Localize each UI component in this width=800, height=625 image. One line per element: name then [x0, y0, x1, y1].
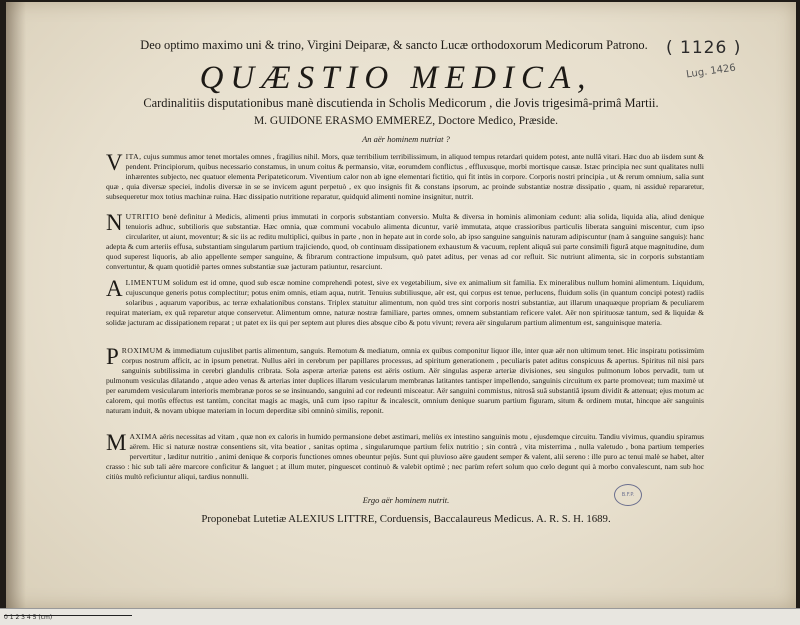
paragraph-lead: UTRITIO — [125, 212, 160, 221]
conclusion-line: Ergo aër hominem nutrit. — [362, 495, 450, 505]
page-title: QUÆSTIO MEDICA, — [199, 60, 593, 96]
paragraph-vita — [106, 152, 704, 202]
subtitle-line: Cardinalitiis disputationibus manè discutienda in Scholis Medicorum , die Jovis trigesimâ-primâ Martii. — [143, 96, 659, 110]
dropcap: N — [106, 210, 123, 235]
paragraph-text: solidum est id omne, quod sub escæ nomine comprehendi potest, sive ex vegetabilium, sive ex animalium sit familia. Ex mineralibus nullum homini alimentum. Liquidum, cujuscunque generis potus complectitur; potus enim omnis, etiam aqua, nutrit. Tenuius subtiliusque, aër est, qui corpus est tenue, perlucens, fluidum solis (in quantum concipi potest) radiis solaribus , aquarum vaporibus, ac terræ exhalationibus constans. Triplex statuitur alimentum, non quòd tres sint corporis nostri substantiæ, aut illarum unaquæque propriam & peculiarem requirat materiam, ex quâ reparetur atque conservetur. Alimentum omne, naturæ nostræ familiare, partes omnes, omnem substantiam reficere valet. Aër non spirituosæ tantum, sed & liquidæ & solidæ jacturam ac dissipationem reparat ; ut patet ex iis qui per septem aut plures dies absque cibo & potu vivunt; revera aër singularum partium alimentum est, sanguinisque materia. — [106, 278, 704, 327]
dropcap: V — [106, 150, 123, 175]
paragraph-lead: LIMENTUM — [125, 278, 171, 287]
binding-shadow — [6, 2, 26, 608]
president-line: M. GUIDONE ERASMO EMMEREZ, Doctore Medico, Præside. — [253, 115, 559, 127]
document-page — [6, 2, 796, 608]
handwritten-shelf-mark: Lug. 1426 — [685, 62, 737, 81]
library-stamp: B.F.P. — [614, 484, 642, 506]
thesis-question: An aër hominem nutriat ? — [362, 134, 450, 144]
paragraph-proximum — [106, 346, 704, 416]
imprint-line: Proponebat Lutetiæ ALEXIUS LITTRE, Corduensis, Baccalaureus Medicus. A. R. S. H. 1689. — [201, 513, 611, 525]
paragraph-text: cujus summus amor tenet mortales omnes , fragilius nihil. Mors, quæ terribilium terribilissimum, in aliquod tempus retardari quidem potest, ante nullâ vitari. Hæc duo ab iisdem sunt & pendent. Principiorum, quibus necessario constamus, in unum coitus & permansio, vitæ, eorumdem conflictus , effluxusque, morbi mortisque causæ. Istæc principia nec sunt qualitates nulli inhærentes subjecto, nec quatuor elementa Peripateticorum. Viventium calor non ab igne elementari fictitio, qui fit intùs in corpore. Corporis nostri principia , ut & rerum omnium, salia sunt quæ , quia diversæ speciei, indolis diversæ in se se invicem agunt perpetuò , ex quo insignis fit & constans ipsorum, ac proinde substantiæ nostræ dissipatio , quam, ni assiduè repararetur, subsequeretur mox totius machinæ ruina. Hæc dissipatio nutritione reparatur, quidquid alimenti nomine insignitur, nutrit. — [106, 152, 704, 201]
ruler-label: 0 1 2 3 4 5 (cm) — [4, 614, 53, 621]
dedication-line: Deo optimo maximo uni & trino, Virgini Deiparæ, & sancto Lucæ orthodoxorum Medicorum Patrono. — [140, 38, 648, 52]
paragraph-nutritio — [106, 212, 704, 272]
scale-ruler — [0, 608, 800, 625]
paragraph-lead: ROXIMUM — [121, 346, 163, 355]
handwritten-catalog-number: ( 1126 ) — [666, 38, 742, 58]
paragraph-text: aëris necessitas ad vitam , quæ non ex caloris in humido permansione debet æstimari, meliùs ex intestino sanguinis motu , ejusdemque circuitu. Tandiu vivimus, quandiu spiramus aërem. Hic si naturæ nostræ consentiens sit, vita beatior , sanitas optima , singularumque partium felix nutritio ; sin contrà , vita misterrima , nulla valetudo , bona partium temperies pervertitur , læditur nutritio , animi denique & corporis functiones omnes obeuntur pejùs. Sunt qui pluvioso aëre gaudent semper & valent, alii sereno : ille puro ac tenui malè se habet, alter crasso : hic sub tali aëre marcore conficitur & languet ; at illum muter, pinguescet continuò & valebit optimè ; nec parùm refert solum quo cœlo degunt qui à morbo convalescunt, nam sub hoc citiùs multò reficiuntur aliqui, tardius nonnulli. — [106, 432, 704, 481]
dropcap: M — [106, 430, 127, 455]
paragraph-lead: ITA, — [125, 152, 142, 161]
paragraph-text: & immediatum cujuslibet partis alimentum, sanguis. Remotum & mediatum, omnia ex quibus componitur liquor ille, inter quæ aër non ultimum tenet. Hic inspiratu potissimùm corpus nostrum afficit, ac in ipsum penetrat. Nullus aëri in cerebrum per papillares processus, ad spiritum generationem , peculiaris patet aditus conspicuus & apertus. Spiritus nil nisi pars sanguinis subtilissima in cerebri glandulis cribrata. Sola asperæ arteriæ patens est aëris ostium. Aër singulas asperæ arteriæ divisiones, seu singulos pulmonum lobos pervadit, tum ut pulmonum vesiculas dilatando , atque adeo venas & arterias inter duplices illarum vesicularum membranas latitantes tantisper impellendo, sanguinis circuitum ex parte promoveat; tum maximè ut per earumdem vesicularum interioris membranæ poros se se insinuando, sanguini ad cor redeunti misceatur. Aër sanguini commistus, nitrosâ suâ substantiâ ipsum dividit & attenuat; ejus motum ac calorem, qui motûs effectus est tantùm, concitat magis ac magis, unâ cum ipso rapitur & incalescit, omnium denique suarum partium figuram, situm & ordinem mutat, hincque aër sanguinis naturam induit, & novam ubique materiam in locum deperditæ sibi omninò similis, reponit. — [106, 346, 704, 415]
paragraph-text: benè definitur à Medicis, alimenti prius immutati in corporis substantiam conversio. Multa & diversa in hominis alimoniam cedunt: alia solida, liquida alia, aliud denique tenuioris adhuc, subtilioris que substantiæ. Hæc omnia, quæ communi vocabulo alimenta dicuntur, variè immutata, atque crassioribus particulis liberata sanguini miscentur, cum ipso circulariter, ut aiunt, moventur; & sic iis ac reditu multiplici, quibus in parte , non in hepate aut in corde solo, ab ipso sanguine sanguinis naturam adipiscuntur (nam à sanguine sanguis): hanc adepta & cum arteriis effusa, substantiam singularum partium trajiciendo, quod, ob continuam dissipationem exhaustum & vacuum, replent aliquâ sui parte consimili figurâ atque magnitudine, dum quod superest liquoris, ab alio appellente semper sanguine, & fibrarum contractione impulsum, quò patet aditus, per venas ad cor refluit. Sic nutriunt alimenta, sic in corporis substantiam convertuntur, & quam quotidiè partes omnes substantiæ suæ jacturam patiuntur, resarciunt. — [106, 212, 704, 271]
paragraph-alimentum — [106, 278, 704, 328]
dropcap: A — [106, 276, 123, 301]
paragraph-maxima — [106, 432, 704, 482]
dropcap: P — [106, 344, 119, 369]
paragraph-lead: AXIMA — [129, 432, 158, 441]
